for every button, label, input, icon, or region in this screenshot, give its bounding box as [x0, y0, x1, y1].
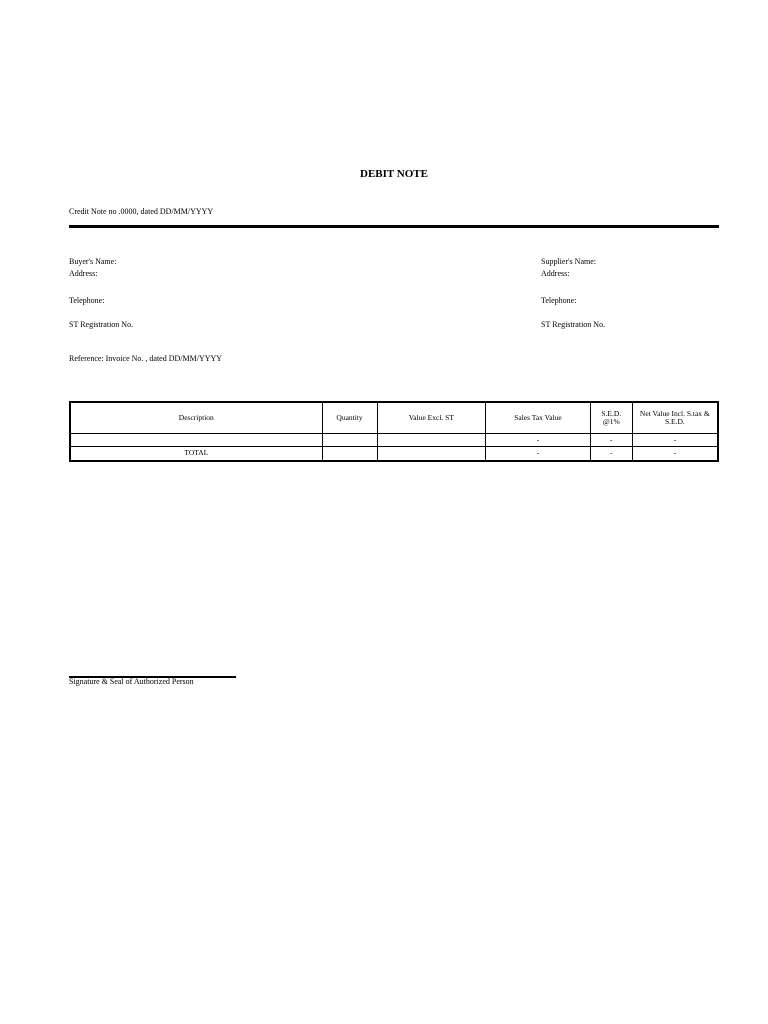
items-table — [69, 401, 719, 462]
total-sed: - — [590, 447, 632, 462]
buyer-address-label: Address: — [69, 269, 98, 278]
table-total-row — [70, 447, 718, 462]
total-net-value: - — [632, 447, 718, 462]
table-header-row — [70, 402, 718, 434]
header-description: Description — [70, 402, 322, 434]
cell-net-value: - — [632, 434, 718, 447]
buyer-name-label: Buyer's Name: — [69, 257, 117, 266]
document-title: DEBIT NOTE — [360, 168, 428, 180]
buyer-telephone-label: Telephone: — [69, 296, 105, 305]
total-quantity — [322, 447, 377, 462]
cell-value-excl-st — [377, 434, 486, 447]
cell-quantity — [322, 434, 377, 447]
cell-sales-tax-value: - — [486, 434, 591, 447]
total-sales-tax-value: - — [486, 447, 591, 462]
cell-description — [70, 434, 322, 447]
supplier-st-registration-label: ST Registration No. — [541, 320, 606, 329]
supplier-telephone-label: Telephone: — [541, 296, 577, 305]
total-value-excl-st — [377, 447, 486, 462]
signature-label: Signature & Seal of Authorized Person — [69, 677, 194, 686]
buyer-st-registration-label: ST Registration No. — [69, 320, 134, 329]
header-divider — [69, 225, 719, 228]
cell-sed: - — [590, 434, 632, 447]
total-label: TOTAL — [70, 447, 322, 462]
header-sed: S.E.D. @1% — [590, 402, 632, 434]
header-sales-tax-value: Sales Tax Value — [486, 402, 591, 434]
supplier-name-label: Supplier's Name: — [541, 257, 596, 266]
table-row — [70, 434, 718, 447]
credit-note-line: Credit Note no .0000, dated DD/MM/YYYY — [69, 207, 214, 216]
header-value-excl-st: Value Excl. ST — [377, 402, 486, 434]
header-net-value: Net Value Incl. S.tax & S.E.D. — [632, 402, 718, 434]
reference-line: Reference: Invoice No. , dated DD/MM/YYYY — [69, 354, 223, 363]
supplier-address-label: Address: — [541, 269, 570, 278]
header-quantity: Quantity — [322, 402, 377, 434]
